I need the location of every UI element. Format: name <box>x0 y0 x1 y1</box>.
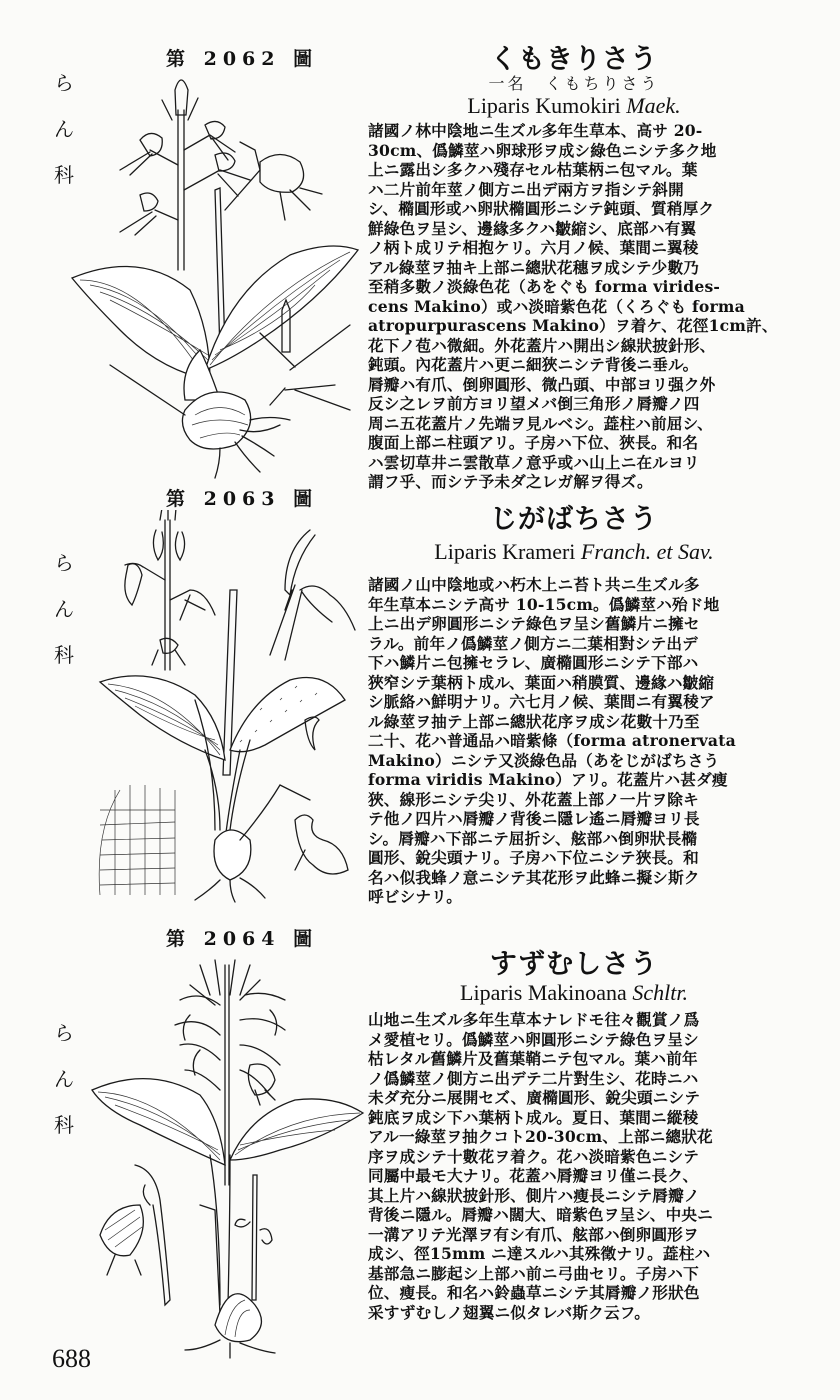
japanese-name: すずむしさう <box>489 949 659 980</box>
alternate-name: 一名 くもちりさう <box>488 74 660 93</box>
scientific-name: Liparis Makinoana Schltr. <box>460 980 688 1005</box>
figure-label: 第 2064 圖 <box>166 928 319 950</box>
description: 諸國ノ山中陰地或ハ朽木上ニ苔ト共ニ生ズル多 年生草本ニシテ高サ 10-15cm。僞鱗莖ハ殆ド地 上ニ出デ卵圓形ニシテ綠色ヲ呈シ舊鱗片ニ擁セ ラル。前年ノ僞鱗莖ノ側方ニ二葉相對シテ出デ 下ハ鱗片ニ包擁セラレ、廣橢圓形ニシテ下部ハ 狹窄シテ葉柄ト成ル、葉面ハ稍膜質、邊緣ハ皺縮 シ脈絡ハ鮮明ナリ。六七月ノ候、葉間ニ有翼稜ア ル綠莖ヲ抽テ上部ニ總狀花序ヲ成シ花數十乃至 二十、花ハ普通品ハ暗紫條（forma atronervata Makino）ニシテ又淡綠色品（あをじがばちさう forma viridis Makino）アリ。花蓋片ハ甚ダ瘦 狹、線形ニシテ尖リ、外花蓋上部ノ一片ヲ除キ テ他ノ四片ハ脣瓣ノ背後ニ隱レ遙ニ脣瓣ヨリ長 シ。脣瓣ハ下部ニテ屈折シ、舷部ハ倒卵狀長橢 圓形、銳尖頭ナリ。子房ハ下位ニシテ狹長。和 名ハ似我蜂ノ意ニシテ其花形ヲ此蜂ニ擬シ斯ク 呼ビシナリ。 <box>368 575 736 906</box>
entry-text <box>368 505 780 907</box>
page-number: 688 <box>52 1344 91 1373</box>
figure-label: 第 2062 圖 <box>166 48 319 70</box>
figure-label: 第 2063 圖 <box>166 488 319 510</box>
scientific-name: Liparis Krameri Franch. et Sav. <box>434 539 714 564</box>
orchid-illustration-makinoana <box>80 955 370 1375</box>
orchid-illustration-kumokiri <box>60 70 360 480</box>
scientific-name: Liparis Kumokiri Maek. <box>467 93 681 118</box>
entry-text <box>368 950 780 1322</box>
family-label: ら ん 科 <box>54 551 74 667</box>
description: 山地ニ生ズル多年生草本ナレドモ往々觀賞ノ爲 メ愛植セリ。僞鱗莖ハ卵圓形ニシテ綠色ヲ呈シ 枯レタル舊鱗片及舊葉鞘ニテ包マル。葉ハ前年 ノ僞鱗莖ノ側方ニ出デテ二片對生シ、花時ニハ 未ダ充分ニ展開セズ、廣橢圓形、銳尖頭ニシテ 鈍底ヲ成シ下ハ葉柄ト成ル。夏日、葉間ニ縱稜 アル一綠莖ヲ抽クコト20-30cm、上部ニ總狀花 序ヲ成シテ十數花ヲ着ク。花ハ淡暗紫色ニシテ 同屬中最モ大ナリ。花蓋ハ脣瓣ヨリ僅ニ長ク、 其上片ハ線狀披針形、側片ハ瘦長ニシテ脣瓣ノ 背後ニ隱ル。脣瓣ハ闊大、暗紫色ヲ呈シ、中央ニ 一溝アリテ光澤ヲ有シ有爪、舷部ハ倒卵圓形ヲ 成シ、徑15mm ニ達スルハ其殊徵ナリ。蕋柱ハ 基部急ニ膨起シ上部ハ前ニ弓曲セリ。子房ハ下 位、瘦長。和名ハ鈴蟲草ニシテ其脣瓣ノ形狀色 采すずむしノ翅翼ニ似タレバ斯ク云フ。 <box>368 1010 713 1322</box>
japanese-name: くもきりさう <box>490 44 658 75</box>
family-label: ら ん 科 <box>54 1021 74 1137</box>
family-label: ら ん 科 <box>54 71 74 187</box>
description: 諸國ノ林中陰地ニ生ズル多年生草本、高サ 20- 30cm、僞鱗莖ハ卵球形ヲ成シ綠色ニシテ多ク地 上ニ露出シ多クハ殘存セル枯葉柄ニ包マル。葉 ハ二片前年莖ノ側方ニ出デ兩方ヲ指シテ斜開 シ、橢圓形或ハ卵狀橢圓形ニシテ鈍頭、質稍厚ク 鮮綠色ヲ呈シ、邊緣多クハ皺縮シ、底部ハ有翼 ノ柄ト成リテ相抱ケリ。六月ノ候、葉間ニ翼稜 アル綠莖ヲ抽キ上部ニ總狀花穗ヲ成シテ少數乃 至稍多數ノ淡綠色花（あをぐも forma virides- cens Makino）或ハ淡暗紫色花（くろぐも forma atropurpurascens Makino）ヲ着ケ、花徑1cm許、 花下ノ苞ハ微細。外花蓋片ハ開出シ線狀披針形、 鈍頭。內花蓋片ハ更ニ細狹ニシテ背後ニ垂ル。 脣瓣ハ有爪、倒卵圓形、微凸頭、中部ヨリ强ク外 反シ之レヲ前方ヨリ望メバ倒三角形ノ脣瓣ノ四 周ニ五花蓋片ノ先端ヲ見ルベシ。蕋柱ハ前屈シ、 腹面上部ニ柱頭アリ。子房ハ下位、狹長。和名 ハ雲切草井ニ雲散草ノ意乎或ハ山上ニ在ルヨリ 謂フ乎、而シテ予未ダ之レガ解ヲ得ズ。 <box>368 121 778 491</box>
entry-text <box>368 45 780 492</box>
japanese-name: じがばちさう <box>490 504 658 535</box>
orchid-illustration-krameri <box>80 510 360 905</box>
